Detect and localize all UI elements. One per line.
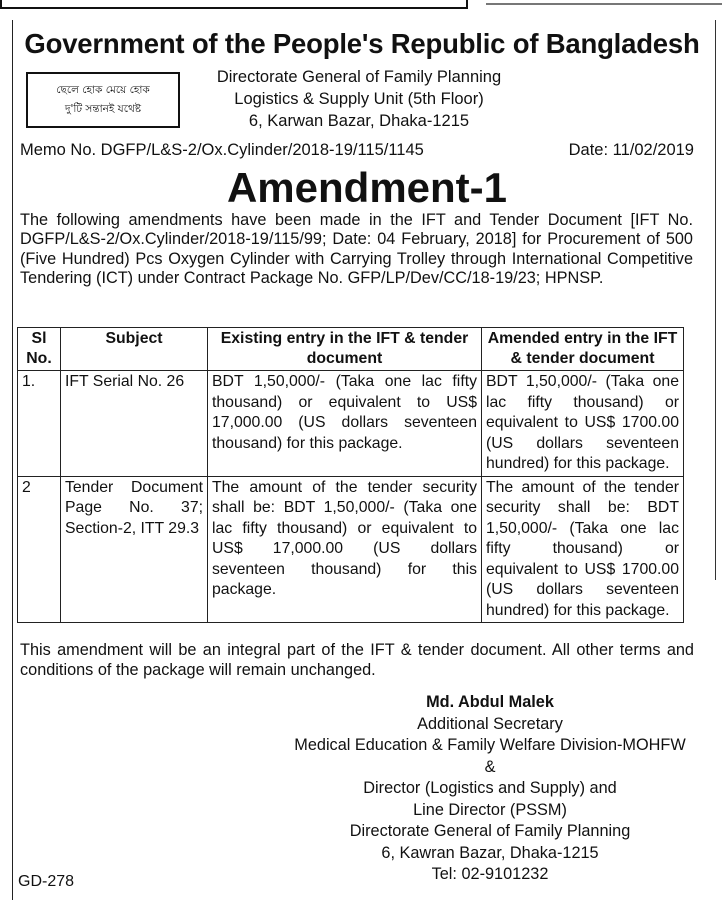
header-sl: Sl No.	[18, 328, 61, 371]
signature-block	[275, 692, 705, 886]
signatory-line: Medical Education & Family Welfare Division-MOHFW	[294, 736, 686, 754]
row-sl: 1.	[18, 371, 61, 477]
signatory-line: Line Director (PSSM)	[413, 800, 567, 819]
row-existing: The amount of the tender security shall be: BDT 1,50,000/- (Taka one lac fifty thousand) or equivalent to US$ 17,000.00 (US dollars seventeen thousand) for this package.	[208, 476, 482, 623]
amendment-table	[17, 327, 684, 623]
top-border-left	[0, 0, 468, 9]
slogan-line-1: ছেলে হোক মেয়ে হোক	[56, 84, 150, 96]
header-subject: Subject	[61, 328, 208, 371]
closing-paragraph: This amendment will be an integral part of the IFT & tender document. All other terms and conditions of the package will remain unchanged.	[20, 641, 694, 679]
signatory-line: Additional Secretary	[417, 714, 563, 733]
intro-paragraph: The following amendments have been made in the IFT and Tender Document [IFT No. DGFP/L&S-2/Ox.Cylinder/2018-19/115/99; Date: 04 February, 2018] for Procurement of 500 (Five Hundred) Pcs Oxygen Cylinder with Carrying Trolley through International Competitive Tendering (ICT) under Contract Package No. GFP/LP/Dev/CC/18-19/23; HPNSP.	[20, 211, 693, 287]
table-row	[18, 371, 684, 477]
page-right-edge	[715, 20, 716, 580]
row-subject: IFT Serial No. 26	[61, 371, 208, 477]
row-amended: BDT 1,50,000/- (Taka one lac fifty thousand) or equivalent to US$ 1700.00 (US dollars seventeen hundred) for this package.	[482, 371, 684, 477]
row-existing: BDT 1,50,000/- (Taka one lac fifty thousand) or equivalent to US$ 17,000.00 (US dollars seventeen thousand) for this package.	[208, 371, 482, 477]
table-header-row	[18, 328, 684, 371]
row-subject: Tender Document Page No. 37; Section-2, ITT 29.3	[61, 476, 208, 623]
memo-date: Date: 11/02/2019	[568, 141, 694, 159]
address-line-2: Logistics & Supply Unit (5th Floor)	[234, 90, 484, 108]
slogan-box	[26, 72, 180, 128]
signatory-line: Director (Logistics and Supply) and	[363, 779, 617, 797]
memo-number: Memo No. DGFP/L&S-2/Ox.Cylinder/2018-19/115/1145	[20, 141, 424, 159]
signatory-line: Tel: 02-9101232	[431, 865, 549, 883]
row-sl: 2	[18, 476, 61, 623]
header-amended: Amended entry in the IFT & tender document	[482, 328, 684, 371]
footer-code: GD-278	[18, 873, 75, 890]
signatory-line: Directorate General of Family Planning	[349, 822, 631, 840]
signatory-name: Md. Abdul Malek	[426, 693, 554, 711]
top-border-right	[486, 3, 722, 8]
page-title: Amendment-1	[226, 164, 508, 211]
slogan-line-2: দু'টি সন্তানই যথেষ্ট	[64, 103, 142, 115]
signatory-line: 6, Kawran Bazar, Dhaka-1215	[381, 843, 599, 862]
address-line-1: Directorate General of Family Planning	[216, 68, 502, 86]
header-existing: Existing entry in the IFT & tender document	[208, 328, 482, 371]
office-address	[200, 66, 518, 132]
signatory-line: &	[484, 757, 496, 776]
table-row	[18, 476, 684, 623]
government-heading: Government of the People's Republic of Bangladesh	[24, 28, 700, 59]
address-line-3: 6, Karwan Bazar, Dhaka-1215	[248, 112, 470, 130]
row-amended: The amount of the tender security shall be: BDT 1,50,000/- (Taka one lac fifty thousand) or equivalent to US$ 1700.00 (US dollars seventeen hundred) for this package.	[482, 476, 684, 623]
